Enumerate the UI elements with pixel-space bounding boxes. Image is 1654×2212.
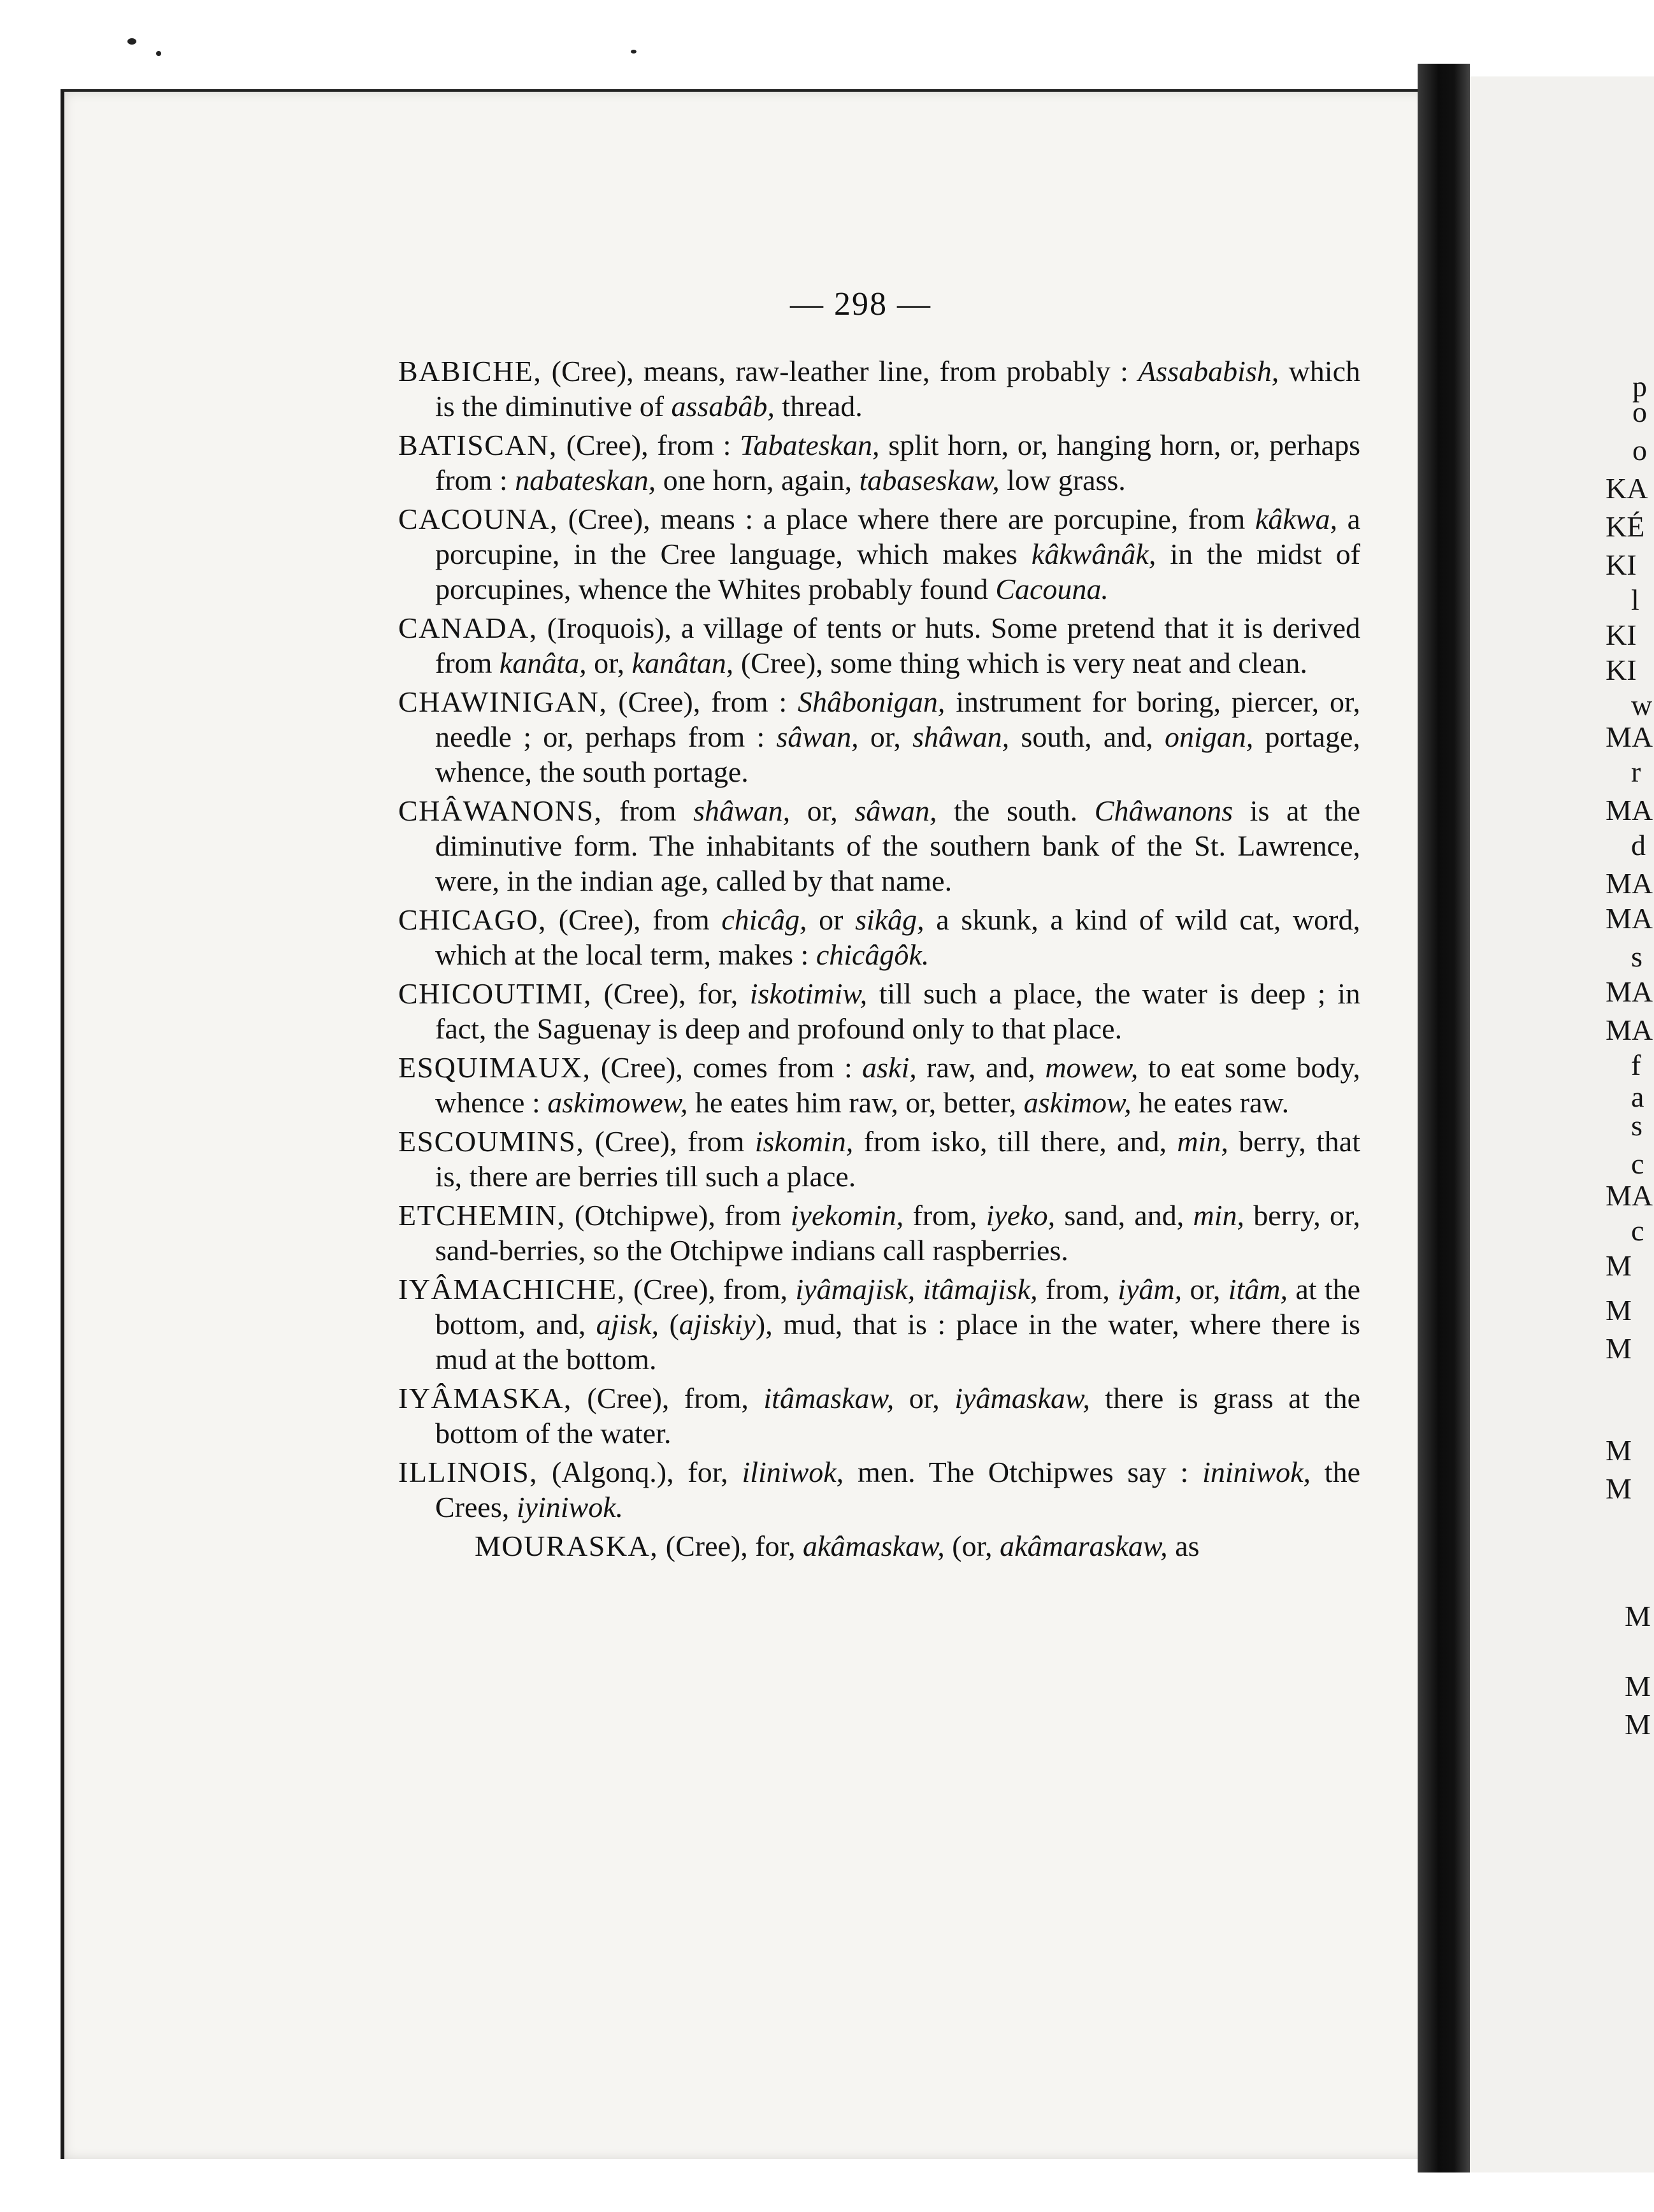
entry-term: ajiskiy [679, 1308, 756, 1340]
facing-page-fragment: p [1632, 370, 1647, 403]
entry-text: (or, [944, 1530, 1000, 1562]
entry-text: a porcupine, in the Cree language, which makes [435, 503, 1361, 570]
entry-text: he eates raw. [1131, 1086, 1290, 1119]
entry-text: from, [1037, 1273, 1118, 1305]
dictionary-entry [398, 976, 1360, 1046]
facing-page-fragment: M [1606, 1332, 1632, 1365]
dictionary-entry [398, 1272, 1360, 1377]
facing-page-fragment: l [1631, 584, 1639, 616]
dictionary-entry [398, 1528, 1360, 1563]
facing-page-fragment: M [1625, 1600, 1651, 1632]
page-number: — 298 — [790, 286, 931, 322]
entry-text: in the midst of porcupines, whence the Whites probably found [435, 538, 1360, 605]
dictionary-entry [398, 501, 1360, 607]
dictionary-entry [398, 1050, 1360, 1120]
facing-page-fragment: M [1625, 1670, 1651, 1702]
entry-text: or, [586, 647, 632, 679]
entry-text: or, [1182, 1273, 1228, 1305]
entry-term: aski, [862, 1051, 917, 1084]
entry-text [915, 1273, 923, 1305]
dictionary-entry [398, 684, 1360, 789]
entry-headword: CHICAGO, [398, 903, 547, 936]
entry-headword: ESQUIMAUX, [398, 1051, 591, 1084]
facing-page-fragment: M [1606, 1472, 1632, 1505]
scan-speck [631, 50, 636, 54]
entry-term: shâwan, [693, 794, 791, 827]
dictionary-entry [398, 1454, 1360, 1525]
entry-text: (Cree), from : [607, 686, 798, 718]
dictionary-entry [398, 1381, 1360, 1451]
entry-term: min, [1177, 1125, 1228, 1158]
entry-text: from isko, till there, and, [853, 1125, 1177, 1158]
entry-term: itâm, [1228, 1273, 1288, 1305]
dictionary-entry [398, 1198, 1360, 1268]
entry-headword: CANADA, [398, 612, 538, 644]
facing-page-fragment: M [1606, 1434, 1632, 1467]
entry-term: Shâbonigan, [798, 686, 946, 718]
entry-text: (Algonq.), for, [538, 1456, 742, 1488]
entry-text: till such a place, the water is deep ; in fact, the Saguenay is deep and profound only to that place. [435, 977, 1360, 1045]
entry-text: (Iroquois), a village of tents or huts. Some pretend that it is derived from [435, 612, 1360, 679]
entry-term: chicâgôk. [816, 938, 930, 971]
entry-term: askimow, [1023, 1086, 1132, 1119]
entry-text: ( [659, 1308, 679, 1340]
entry-text: or, [790, 794, 855, 827]
entry-term: Assababish, [1138, 355, 1279, 387]
facing-page-fragment: M [1625, 1708, 1651, 1741]
entry-text: (Otchipwe), from [565, 1199, 791, 1232]
facing-page-fragment: MA [1606, 1179, 1653, 1212]
dictionary-entry [398, 793, 1360, 898]
entry-term: kanâtan, [631, 647, 734, 679]
entry-text: (Cree), from, [572, 1382, 764, 1414]
entry-text: at the bottom, and, [435, 1273, 1361, 1340]
facing-page-fragment: w [1631, 689, 1653, 721]
entry-term: iyâmajisk, [795, 1273, 916, 1305]
facing-page-fragment: MA [1606, 902, 1653, 935]
facing-page-fragment: a [1631, 1081, 1644, 1113]
entry-text: portage, whence, the south portage. [435, 721, 1360, 788]
entry-term: iyâmaskaw, [954, 1382, 1090, 1414]
facing-page-fragment: M [1606, 1294, 1632, 1326]
entry-text: (Cree), from, [625, 1273, 796, 1305]
entry-headword: CACOUNA, [398, 503, 558, 535]
entry-term: sâwan, [776, 721, 859, 753]
entry-text: (Cree), from [584, 1125, 755, 1158]
entry-term: iyâm, [1118, 1273, 1183, 1305]
entry-text: from [602, 794, 694, 827]
entry-text: (Cree), comes from : [591, 1051, 863, 1084]
entry-text: to eat some body, whence : [435, 1051, 1360, 1119]
entry-headword: CHAWINIGAN, [398, 686, 608, 718]
entry-text: sand, and, [1055, 1199, 1193, 1232]
facing-page [1470, 76, 1654, 2172]
entry-term: kanâta, [499, 647, 587, 679]
entry-term: akâmaskaw, [803, 1530, 945, 1562]
facing-page-fragment: KI [1606, 549, 1637, 581]
entry-term: iyeko, [986, 1199, 1056, 1232]
facing-page-fragment: c [1631, 1147, 1644, 1180]
entry-headword: CHÂWANONS, [398, 794, 603, 827]
entry-headword: ILLINOIS, [398, 1456, 538, 1488]
entry-term: nabateskan, [515, 464, 656, 496]
entry-text: is at the diminutive form. The inhabitants of the southern bank of the St. Lawrence, were, in the indian age, called by that name. [435, 794, 1360, 897]
entry-term: iyekomin, [790, 1199, 904, 1232]
facing-page-fragment: c [1631, 1214, 1644, 1247]
entry-text: low grass. [999, 464, 1126, 496]
entry-text: a skunk, a kind of wild cat, word, which at the local term, makes : [435, 903, 1360, 971]
entry-headword: BABICHE, [398, 355, 542, 387]
facing-page-fragment: MA [1606, 975, 1653, 1008]
facing-page-fragment: KÉ [1606, 510, 1645, 543]
facing-page-fragment: MA [1606, 794, 1653, 826]
entry-term: itâmajisk, [923, 1273, 1038, 1305]
entry-term: Cacouna. [995, 573, 1109, 605]
dictionary-entry [398, 610, 1360, 680]
entry-headword: ESCOUMINS, [398, 1125, 585, 1158]
entry-term: Châwanons [1094, 794, 1233, 827]
entry-term: sikâg, [855, 903, 924, 936]
entry-text: instrument for boring, piercer, or, needle ; or, perhaps from : [435, 686, 1360, 753]
entry-text: the Crees, [435, 1456, 1361, 1523]
entry-text: which is the diminutive of [435, 355, 1360, 422]
entry-text: men. The Otchipwes say : [844, 1456, 1203, 1488]
entry-text: (Cree), some thing which is very neat and clean. [733, 647, 1307, 679]
entry-text: from, [903, 1199, 986, 1232]
facing-page-fragment: o [1632, 396, 1647, 428]
entry-text: berry, that is, there are berries till such a place. [435, 1125, 1361, 1193]
entry-text: he eates him raw, or, better, [687, 1086, 1024, 1119]
entry-term: kâkwa, [1255, 503, 1337, 535]
entry-term: ajisk, [596, 1308, 659, 1340]
entry-term: iskomin, [754, 1125, 854, 1158]
entry-term: onigan, [1165, 721, 1254, 753]
entry-term: itâmaskaw, [763, 1382, 895, 1414]
facing-page-fragment: KA [1606, 472, 1648, 505]
facing-page-fragment: M [1606, 1249, 1632, 1282]
entry-text: one horn, again, [656, 464, 859, 496]
entry-headword: IYÂMASKA, [398, 1382, 572, 1414]
entry-text: south, and, [1009, 721, 1165, 753]
entry-headword: CHICOUTIMI, [398, 977, 592, 1010]
facing-page-fragment: KI [1606, 619, 1637, 651]
entry-text: berry, or, sand-berries, so the Otchipwe indians call raspberries. [435, 1199, 1360, 1267]
entry-text: (Cree), from : [557, 429, 740, 461]
entry-term: assabâb, [671, 390, 775, 422]
entry-term: sâwan, [854, 794, 937, 827]
facing-page-fragment: MA [1606, 1014, 1653, 1046]
entry-text: there is grass at the bottom of the water. [435, 1382, 1361, 1449]
entry-headword: IYÂMACHICHE, [398, 1273, 626, 1305]
entry-term: akâmaraskaw, [1000, 1530, 1168, 1562]
entry-text: the south. [937, 794, 1095, 827]
facing-page-fragment: s [1631, 1109, 1643, 1142]
entry-headword: MOURASKA, [475, 1530, 659, 1562]
entry-term: shâwan, [912, 721, 1010, 753]
entry-term: tabaseskaw, [859, 464, 1000, 496]
dictionary-entry [398, 427, 1360, 498]
facing-page-fragment: f [1631, 1049, 1641, 1081]
scan-speck [156, 51, 161, 56]
entry-headword: ETCHEMIN, [398, 1199, 566, 1232]
entry-text: or, [858, 721, 913, 753]
entry-term: min, [1193, 1199, 1245, 1232]
entry-text: as [1167, 1530, 1200, 1562]
dictionary-entries [398, 354, 1360, 1567]
entry-term: mowew, [1045, 1051, 1139, 1084]
entry-term: iskotimiw, [749, 977, 868, 1010]
entry-text: (Cree), means : a place where there are porcupine, from [557, 503, 1255, 535]
entry-text: split horn, or, hanging horn, or, perhaps from : [435, 429, 1360, 496]
entry-term: chicâg, [721, 903, 807, 936]
entry-term: iliniwok, [742, 1456, 844, 1488]
facing-page-fragment: MA [1606, 867, 1653, 900]
entry-text: thread. [774, 390, 863, 422]
entry-text: (Cree), from [547, 903, 722, 936]
facing-page-fragment: d [1631, 829, 1646, 861]
entry-term: askimowew, [547, 1086, 688, 1119]
entry-term: Tabateskan, [740, 429, 880, 461]
dictionary-entry [398, 354, 1360, 424]
entry-text: or [807, 903, 856, 936]
facing-page-fragment: r [1631, 756, 1641, 788]
entry-text: (Cree), means, raw-leather line, from probably : [542, 355, 1139, 387]
facing-page-fragment: o [1632, 434, 1647, 466]
book-gutter [1418, 64, 1470, 2172]
entry-text: (Cree), for, [658, 1530, 803, 1562]
entry-text: raw, and, [916, 1051, 1046, 1084]
entry-term: kâkwânâk, [1031, 538, 1156, 570]
scan-speck [127, 38, 136, 45]
facing-page-fragment: s [1631, 940, 1643, 973]
entry-text: ), mud, that is : place in the water, where there is mud at the bottom. [435, 1308, 1361, 1375]
entry-text: (Cree), for, [591, 977, 750, 1010]
dictionary-entry [398, 902, 1360, 972]
facing-page-fragment: MA [1606, 721, 1653, 753]
dictionary-entry [398, 1124, 1360, 1194]
entry-headword: BATISCAN, [398, 429, 557, 461]
entry-term: ininiwok, [1202, 1456, 1311, 1488]
entry-term: iyiniwok. [516, 1491, 624, 1523]
facing-page-fragment: KI [1606, 654, 1637, 686]
entry-text: or, [894, 1382, 955, 1414]
